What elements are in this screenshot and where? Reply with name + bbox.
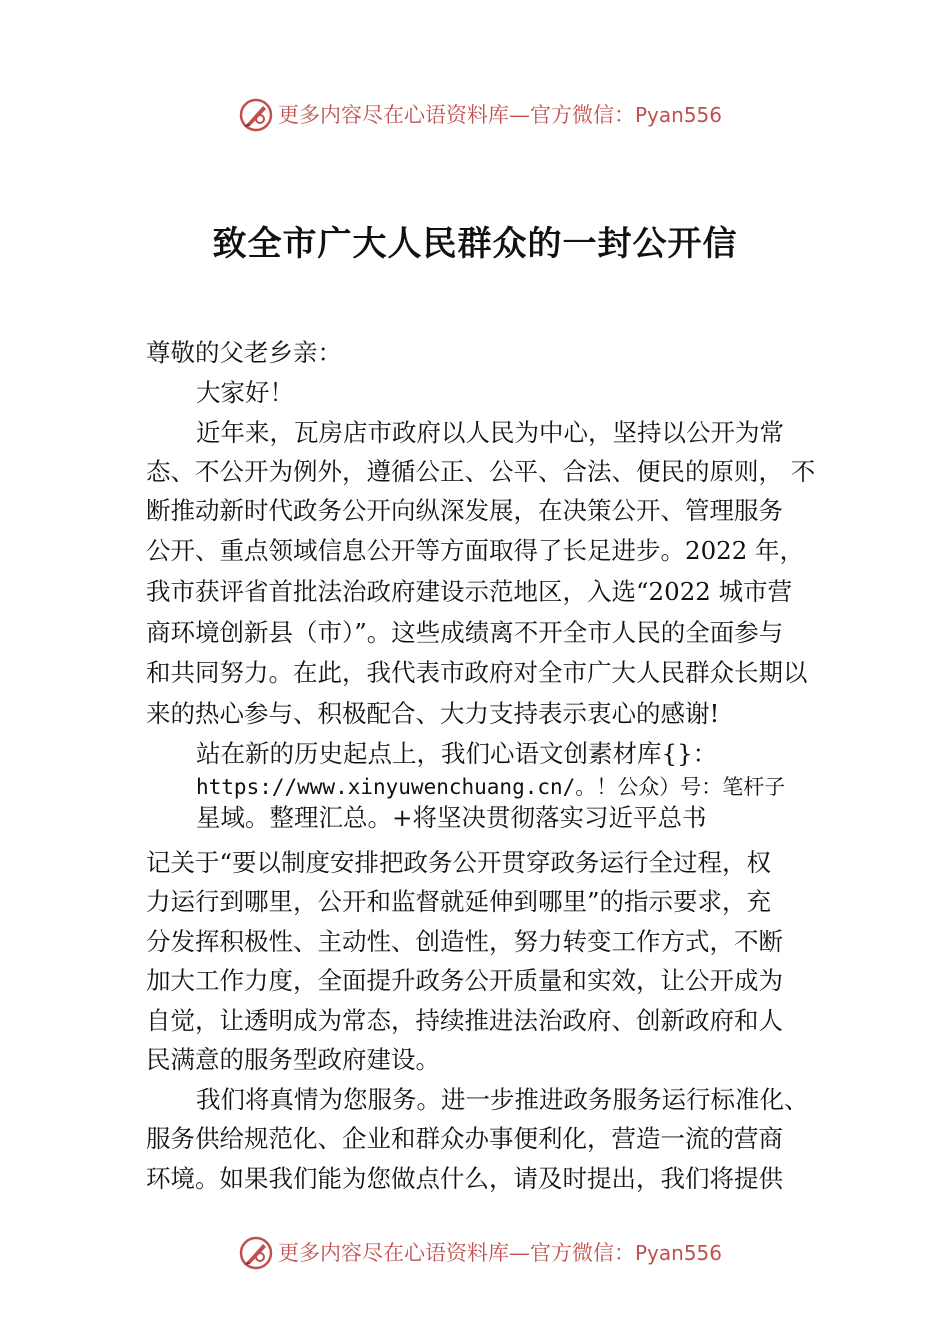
paragraph-line: 站在新的历史起点上，我们心语文创素材库{}：	[196, 739, 718, 768]
watermark-text: 更多内容尽在心语资料库—官方微信：Pyan556	[278, 1241, 723, 1265]
watermark-footer	[0, 1233, 950, 1273]
salutation: 尊敬的父老乡亲：	[146, 338, 342, 367]
paragraph-line: 我们将真情为您服务。进一步推进政务服务运行标准化、	[196, 1085, 809, 1114]
greeting: 大家好！	[196, 378, 294, 407]
page-title: 致全市广大人民群众的一封公开信	[212, 224, 738, 264]
wechat-id: Pyan556	[635, 1241, 723, 1265]
url-line: https://www.xinyuwenchuang.cn/。！公众）号：笔杆子	[196, 775, 786, 799]
paragraph-line: 断推动新时代政务公开向纵深发展，在决策公开、管理服务	[146, 496, 783, 525]
paragraph-line: 公开、重点领域信息公开等方面取得了长足进步。2022 年，	[146, 536, 805, 565]
paragraph-line: 态、不公开为例外，遵循公正、公平、合法、便民的原则， 不	[146, 457, 816, 486]
paragraph-line: 近年来，瓦房店市政府以人民为中心，坚持以公开为常	[196, 418, 784, 447]
paragraph-line: 来的热心参与、积极配合、大力支持表示衷心的感谢!	[146, 699, 720, 728]
paragraph-line: 星域。整理汇总。+将坚决贯彻落实习近平总书	[196, 803, 707, 832]
paragraph-line: 环境。如果我们能为您做点什么，请及时提出，我们将提供	[146, 1164, 783, 1193]
paragraph-line: 商环境创新县（市）”。这些成绩离不开全市人民的全面参与	[146, 618, 784, 647]
paragraph-line: 加大工作力度，全面提升政务公开质量和实效，让公开成为	[146, 966, 783, 995]
pen-emblem-icon	[238, 1235, 274, 1271]
paragraph-line: 我市获评省首批法治政府建设示范地区，入选“2022 城市营	[146, 577, 793, 606]
wechat-id: Pyan556	[635, 103, 723, 127]
paragraph-line: 自觉，让透明成为常态，持续推进法治政府、创新政府和人	[146, 1006, 783, 1035]
paragraph-line: 记关于“要以制度安排把政务公开贯穿政务运行全过程，权	[146, 848, 772, 877]
paragraph-line: 力运行到哪里，公开和监督就延伸到哪里”的指示要求，充	[146, 887, 772, 916]
paragraph-line: 和共同努力。在此，我代表市政府对全市广大人民群众长期以	[146, 658, 808, 687]
paragraph-line: 民满意的服务型政府建设。	[146, 1045, 440, 1074]
paragraph-line: 分发挥积极性、主动性、创造性，努力转变工作方式，不断	[146, 927, 783, 956]
watermark-header	[0, 95, 950, 135]
pen-emblem-icon	[238, 97, 274, 133]
paragraph-line: 服务供给规范化、企业和群众办事便利化，营造一流的营商	[146, 1124, 783, 1153]
watermark-text: 更多内容尽在心语资料库—官方微信：Pyan556	[278, 103, 723, 127]
